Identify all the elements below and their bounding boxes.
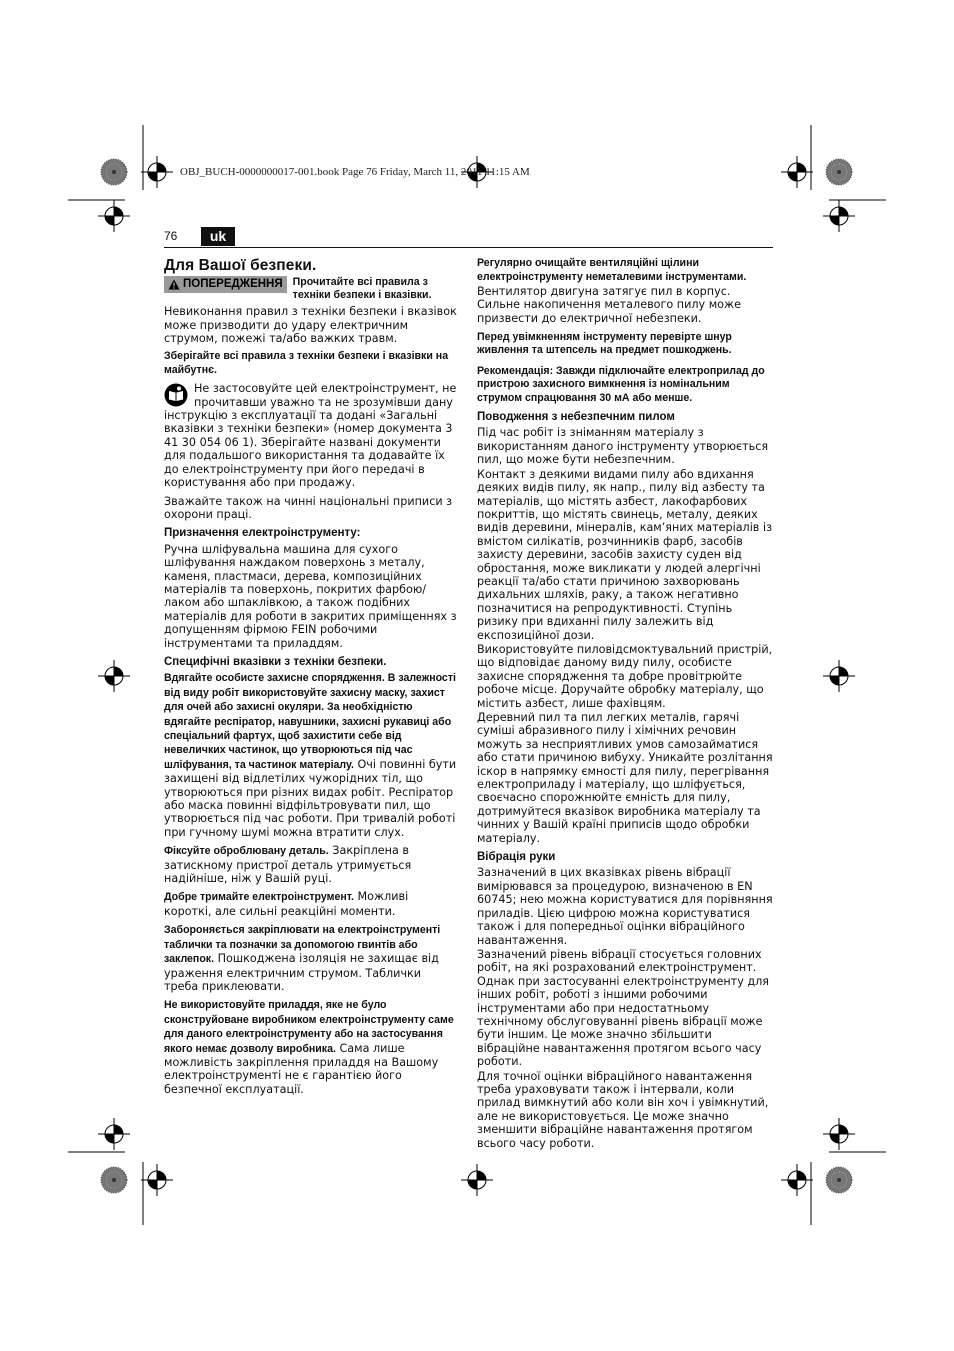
safety-item-bold: Добре тримайте електроінструмент. bbox=[164, 891, 354, 904]
paragraph: Для точної оцінки вібраційного навантаження треба ураховувати також і інтервали, коли прилад вимкнутий або коли він хоч і увімкнутий, але не використовується. Це може значно зменшити вібраційне навантаження протягом всього часу роботи. bbox=[477, 1069, 769, 1150]
paragraph: Деревний пил та пил легких металів, гарячі суміші абразивного пилу і хімічних речовин можуть за несприятливих умов самозайматися або стати причиною вибуху. Уникайте розлітання іскор в напрямку ємності для пилу, перегрівання електроприладу і матеріалу, що шліфується, своєчасно спорожнюйте ємність для пилу, дотримуйтеся вказівок виробника матеріалу та чинних у Вашій країні приписів щодо обробки матеріалу. bbox=[477, 711, 773, 845]
read-manual-icon bbox=[164, 383, 188, 407]
heading-vibration: Вібрація руки bbox=[477, 851, 556, 864]
safety-item bbox=[164, 923, 457, 993]
heading-specific-safety: Специфічні вказівки з техніки безпеки. bbox=[164, 655, 387, 668]
heading-purpose: Призначення електроінструменту: bbox=[164, 527, 361, 540]
warning-text: Прочитайте всі правила з техніки безпеки і вказівки. bbox=[292, 276, 432, 301]
book-info-line: OBJ_BUCH-0000000017-001.book Page 76 Friday, March 11, 2011 11:15 AM bbox=[180, 166, 530, 178]
paragraph: Під час робіт із зніманням матеріалу з використанням даного інструменту утворюється пил, що може бути небезпечним. bbox=[477, 426, 769, 467]
warning-badge-label: ПОПЕРЕДЖЕННЯ bbox=[183, 278, 283, 291]
paragraph: Зазначений в цих вказівках рівень вібрації вимірювався за процедурою, визначеною в EN 60745; нею можна користуватися для порівняння приладів. Цією цифрою можна користуватися також і для попередньої оцінки вібраційного навантаження. bbox=[477, 866, 773, 947]
target-bottom-left bbox=[101, 1167, 127, 1193]
paragraph: Контакт з деякими видами пилу або вдихання деяких видів пилу, як напр., пилу від азбесту та матеріалів, що містять азбест, лакофарбових покриттів, що містять свинець, металу, деяких видів деревини, мінералів, кам’яних матеріалів із вмістом силікатів, розчинників фарб, засобів захисту деревини, засобів захисту суден від обростання, може викликати у людей алергічні реакції та/або стати причиною захворювань дихальних шляхів, раку, а також негативно позначитися на репродуктивності. Ступінь ризику при вдиханні пилу залежить від експозиційної дози. bbox=[477, 467, 773, 642]
safety-item-bold: Регулярно очищайте вентиляційні щілини електроінструменту неметалевими інструментами. bbox=[477, 257, 747, 284]
safety-item-text: Пошкоджена ізоляція не захищає від ураження електричним струмом. Таблички треба приклеювати. bbox=[164, 952, 439, 993]
safety-item bbox=[164, 998, 457, 1096]
heading-dust: Поводження з небезпечним пилом bbox=[477, 411, 675, 424]
safety-item bbox=[164, 890, 457, 918]
safety-item-text: Очі повинні бути захищені від відлетілих чужорідних тіл, що утворюються при різних видах робіт. Респіратор або маска повинні відфільтровувати пил, що утворюється під час роботи. При тривалій роботі при гучному шумі можна втратити слух. bbox=[164, 757, 457, 839]
safety-item-text: Закріплена в затискному пристрої деталь утримується надійніше, ніж у Вашій руці. bbox=[164, 844, 412, 886]
safety-item bbox=[164, 671, 457, 839]
safety-item-bold: Перед увімкненням інструменту перевірте шнур живлення та штепсель на предмет пошкоджень. bbox=[477, 331, 732, 357]
warning-badge bbox=[164, 276, 287, 293]
paragraph: Невиконання правил з техніки безпеки і вказівок може призводити до удару електричним струмом, пожежі та/або важких травм. bbox=[164, 305, 457, 346]
warning-triangle-icon bbox=[168, 279, 180, 290]
target-top-right bbox=[826, 159, 852, 185]
language-tag: uk bbox=[201, 227, 235, 246]
safety-item-bold: Рекомендація: Завжди підключайте електроприлад до пристрою захисного вимкнення із номінальним струмом спрацювання 30 мА або менше. bbox=[477, 364, 765, 404]
safety-item-text: Можливі короткі, але сильні реакційні моменти. bbox=[164, 890, 409, 918]
target-top-left bbox=[101, 159, 127, 185]
page-number: 76 bbox=[164, 229, 178, 243]
safety-item-text: Сама лише можливість закріплення приладдя на Вашому електроінструменті не є гарантією його безпечної експлуатації. bbox=[164, 1041, 439, 1096]
paragraph: Зважайте також на чинні національні приписи з охорони праці. bbox=[164, 494, 453, 521]
safety-item-bold: Не використовуйте приладдя, яке не було сконструйоване виробником електроінструменту саме для даного електроінструменту або на застосування якого немає дозволу виробника. bbox=[164, 999, 454, 1055]
warning-block bbox=[164, 276, 457, 301]
safety-item-text: Вентилятор двигуна затягує пил в корпус. Сильне накопичення металевого пилу може призвести до електричної небезпеки. bbox=[477, 284, 741, 325]
safety-item bbox=[477, 256, 773, 325]
paragraph: Зазначений рівень вібрації стосується головних робіт, на які розрахований електроінструмент. Однак при застосуванні електроінструменту для інших робіт, роботі з іншими робочими інструментами або при недостатньому технічному обслуговуванні рівень вібрації може бути іншим. Це може значно збільшити вібраційне навантаження протягом всього часу роботи. bbox=[477, 947, 769, 1069]
safety-item bbox=[164, 844, 457, 885]
header-rule bbox=[164, 247, 773, 248]
paragraph-bold: Зберігайте всі правила з техніки безпеки і вказівки на майбутнє. bbox=[164, 350, 449, 376]
section-title: Для Вашої безпеки. bbox=[164, 257, 317, 274]
paragraph: Використовуйте пиловідсмоктувальний пристрій, що відповідає даному виду пилу, особисте захисне спорядження та добре провітрюйте робоче місце. Доручайте обробку матеріалу, що містить азбест, лише фахівцям. bbox=[477, 642, 773, 710]
safety-item-bold: Фіксуйте оброблювану деталь. bbox=[164, 845, 329, 858]
paragraph-text: Не застосовуйте цей електроінструмент, не прочитавши уважно та не зрозумівши дану інструкцію з експлуатації та додані «Загальні вказівки з техніки безпеки» (номер документа 3 41 30 054 06 1). Зберігайте названі документи для подальшого використання та додавайте їх до електроінструменту при його передачі в користування або при продажу. bbox=[164, 382, 457, 490]
left-column bbox=[164, 256, 457, 1101]
paragraph: Ручна шліфувальна машина для сухого шліфування наждаком поверхонь з металу, каменя, пластмаси, дерева, композиційних матеріалів та поверхонь, покритих фарбою/лаком або шпаклівкою, а також подібних матеріалів для роботи в закритих приміщеннях з допущенням фірмою FEIN робочими інструментами та приладдям. bbox=[164, 542, 457, 650]
safety-item-bold: Забороняється закріплювати на електроінструменті таблички та позначки за допомогою гвинтів або заклепок. bbox=[164, 924, 441, 966]
right-column bbox=[477, 256, 773, 1155]
paragraph-with-icon bbox=[164, 382, 457, 489]
safety-item-bold: Вдягайте особисте захисне спорядження. В залежності від виду робіт використовуйте захисну маску, захист для очей або захисні окуляри. За необхідністю вдягайте респіратор, навушники, захисні рукавиці або спеціальний фартух, щоб захистити себе від невеличких частинок, що утворюються під час шліфування, та частинок матеріалу. bbox=[164, 672, 456, 771]
target-bottom-right bbox=[826, 1167, 852, 1193]
